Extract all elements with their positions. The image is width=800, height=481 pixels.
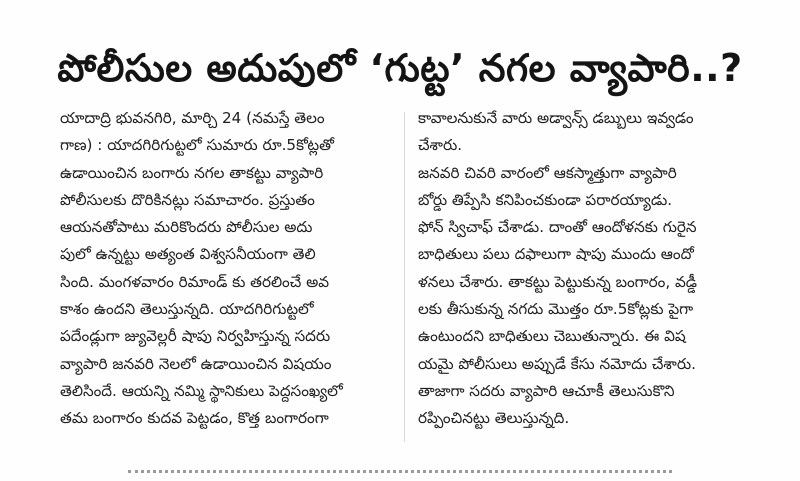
article-left-column	[60, 105, 390, 433]
article-line: ఫోన్ స్విచాఫ్ చేశాడు. దాంతో ఆందోళనకు గురైన	[418, 218, 697, 237]
headline: పోలీసుల అదుపులో ‘గుట్ట’ నగల వ్యాపారి..?	[57, 46, 743, 90]
article-line: పోలీసులకు దొరికినట్లు సమాచారం. ప్రస్తుతం	[60, 190, 315, 209]
article-line: తమ బంగారం కుదవ పెట్టడం, కొత్త బంగారంగా	[60, 409, 329, 428]
article-line: ఉడాయించిన బంగారు నగల తాకట్టు వ్యాపారి	[60, 163, 324, 182]
article-line: బోర్డు తిప్పేసి కనిపించకుండా పరారయ్యాడు.	[418, 190, 673, 209]
article-line: రప్పించినట్టు తెలుస్తున్నది.	[418, 409, 570, 428]
article-line: యమై పోలీసులు అప్పుడే కేసు నమోదు చేశారు.	[418, 354, 696, 373]
article-right-column	[418, 105, 748, 433]
article-line: తెలిసిందే. ఆయన్ని నమ్మి స్థానికులు పెద్దసంఖ్యలో	[60, 381, 343, 400]
article-line: ళనలు చేశారు. తాకట్టు పెట్టుకున్న బంగారం, వడ్డీ	[418, 272, 698, 291]
article-line: పదేండ్లుగా జ్యువెల్లరీ షాపు నిర్వహిస్తున్న సదరు	[60, 327, 331, 346]
article-line: పులో ఉన్నట్టు అత్యంత విశ్వసనీయంగా తెలి	[60, 245, 316, 264]
column-divider	[404, 112, 405, 442]
dotted-separator	[128, 470, 672, 473]
article-line: జనవరి చివరి వారంలో ఆకస్మాత్తుగా వ్యాపారి	[418, 163, 677, 182]
article-line: ఆయనతోపాటు మరికొందరు పోలీసుల అదు	[60, 218, 313, 237]
article-line: చేశారు.	[418, 136, 463, 155]
article-line: కాశం ఉందని తెలుస్తున్నది. యాదగిరిగుట్టలో	[60, 300, 314, 319]
article-line: తాజాగా సదరు వ్యాపారి ఆచూకీ తెలుసుకొని	[418, 381, 675, 400]
article-line: ఉంటుందని బాధితులు చెబుతున్నారు. ఈ విష	[418, 327, 686, 346]
article-line: లకు తీసుకున్న నగదు మొత్తం రూ.5కోట్లకు పైగా	[418, 300, 694, 319]
article-line: సింది. మంగళవారం రిమాండ్ కు తరలించే అవ	[60, 272, 330, 291]
article-line: కావాలనుకునే వారు అడ్వాన్స్ డబ్బులు ఇవ్వడం	[418, 109, 694, 127]
article-line: యాదాద్రి భువనగిరి, మార్చి 24 (నమస్తే తెలం	[60, 109, 325, 127]
article-line: వ్యాపారి జనవరి నెలలో ఉడాయించిన విషయం	[60, 354, 332, 373]
article-line: బాధితులు పలు దఫాలుగా షాపు ముందు ఆందో	[418, 245, 694, 264]
article-line: గాణ) : యాదగిరిగుట్టలో సుమారు రూ.5కోట్లతో	[60, 136, 334, 155]
